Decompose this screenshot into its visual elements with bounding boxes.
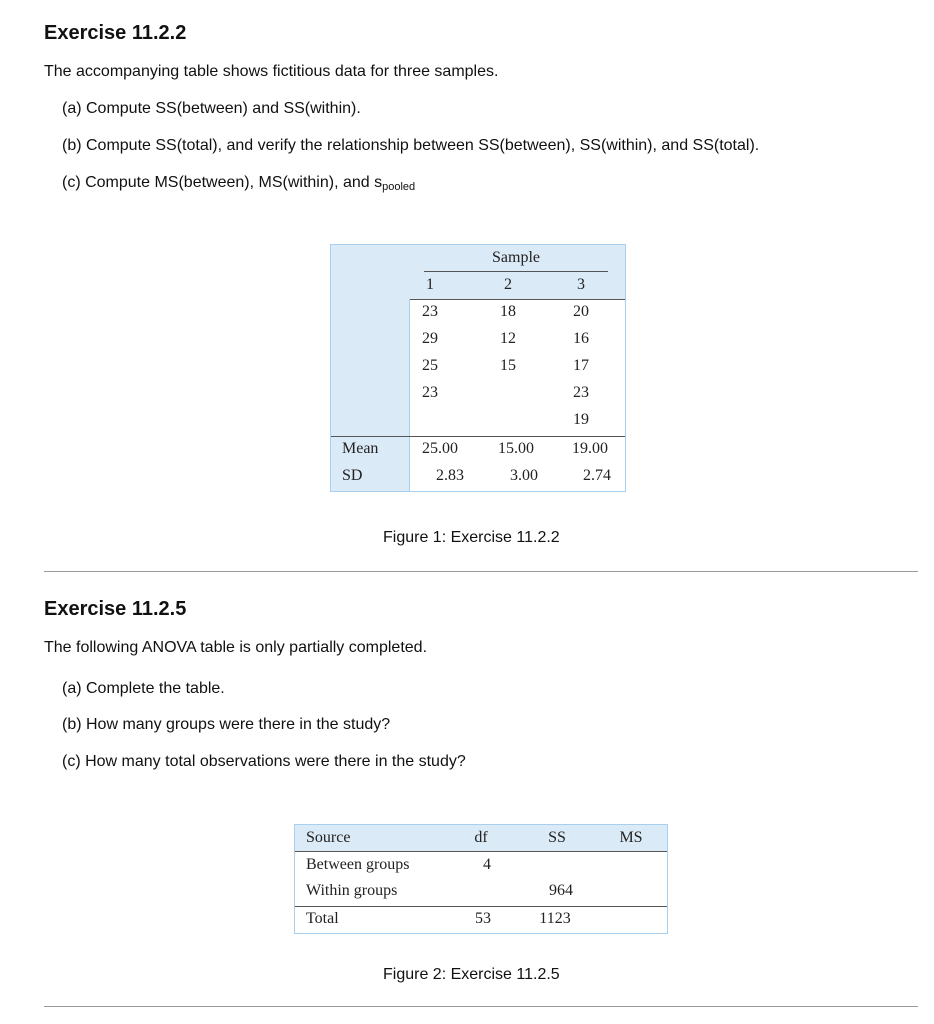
column-header-1: 1: [426, 276, 434, 293]
mean-value-2: 15.00: [498, 440, 534, 457]
table-cell: 29: [422, 330, 438, 347]
table-cell: 16: [573, 330, 589, 347]
header-df: df: [474, 829, 488, 846]
header-ss: SS: [548, 829, 566, 846]
column-header-3: 3: [577, 276, 585, 293]
exercise-intro: The following ANOVA table is only partially completed.: [44, 639, 428, 656]
sample-header-rule: [424, 271, 608, 272]
table-cell: 18: [500, 303, 516, 320]
figure-2-caption: Figure 2: Exercise 11.2.5: [383, 966, 560, 983]
anova-table: [294, 824, 668, 934]
exercise-item-b: (b) Compute SS(total), and verify the relationship between SS(between), SS(within), and SS(total).: [62, 137, 760, 154]
section-divider: [44, 1006, 918, 1007]
mean-value-3: 19.00: [572, 440, 608, 457]
exercise-item-c: (c) How many total observations were there in the study?: [62, 753, 466, 770]
mean-value-1: 25.00: [422, 440, 458, 457]
exercise-intro: The accompanying table shows fictitious data for three samples.: [44, 63, 499, 80]
sd-value-3: 2.74: [583, 467, 611, 484]
table-cell: 17: [573, 357, 589, 374]
table-cell: 19: [573, 411, 589, 428]
row-label-total: Total: [306, 910, 339, 927]
table-cell: 1123: [539, 910, 571, 927]
section-divider: [44, 571, 918, 572]
table-cell: 23: [422, 384, 438, 401]
table-cell: 964: [549, 882, 573, 899]
header-source: Source: [306, 829, 351, 846]
exercise-title: Exercise 11.2.2: [44, 22, 187, 44]
sd-label: SD: [342, 467, 363, 484]
exercise-item-a: (a) Compute SS(between) and SS(within).: [62, 100, 361, 117]
header-ms: MS: [619, 829, 643, 846]
exercise-item-a: (a) Complete the table.: [62, 680, 225, 697]
sample-data-table: [330, 244, 626, 492]
table-cell: 15: [500, 357, 516, 374]
exercise-title: Exercise 11.2.5: [44, 598, 187, 620]
exercise-item-c-text: (c) Compute MS(between), MS(within), and s: [62, 174, 383, 191]
table-cell: 23: [422, 303, 438, 320]
table-cell: 23: [573, 384, 589, 401]
mean-label: Mean: [342, 440, 379, 457]
table-cell: 20: [573, 303, 589, 320]
table-cell: 25: [422, 357, 438, 374]
table-cell: 53: [475, 910, 491, 927]
row-label-between: Between groups: [306, 856, 410, 873]
exercise-item-b: (b) How many groups were there in the study?: [62, 716, 391, 733]
sd-value-2: 3.00: [510, 467, 538, 484]
sd-value-1: 2.83: [436, 467, 464, 484]
summary-rule: [331, 436, 625, 437]
table-stub-column: [331, 299, 410, 491]
exercise-item-c: [62, 174, 415, 193]
column-header-2: 2: [504, 276, 512, 293]
table-cell: 4: [483, 856, 491, 873]
pooled-subscript: pooled: [382, 181, 416, 193]
sample-header: Sample: [492, 249, 540, 266]
row-label-within: Within groups: [306, 882, 398, 899]
table-cell: 12: [500, 330, 516, 347]
total-rule: [295, 906, 667, 907]
figure-1-caption: Figure 1: Exercise 11.2.2: [383, 529, 560, 546]
